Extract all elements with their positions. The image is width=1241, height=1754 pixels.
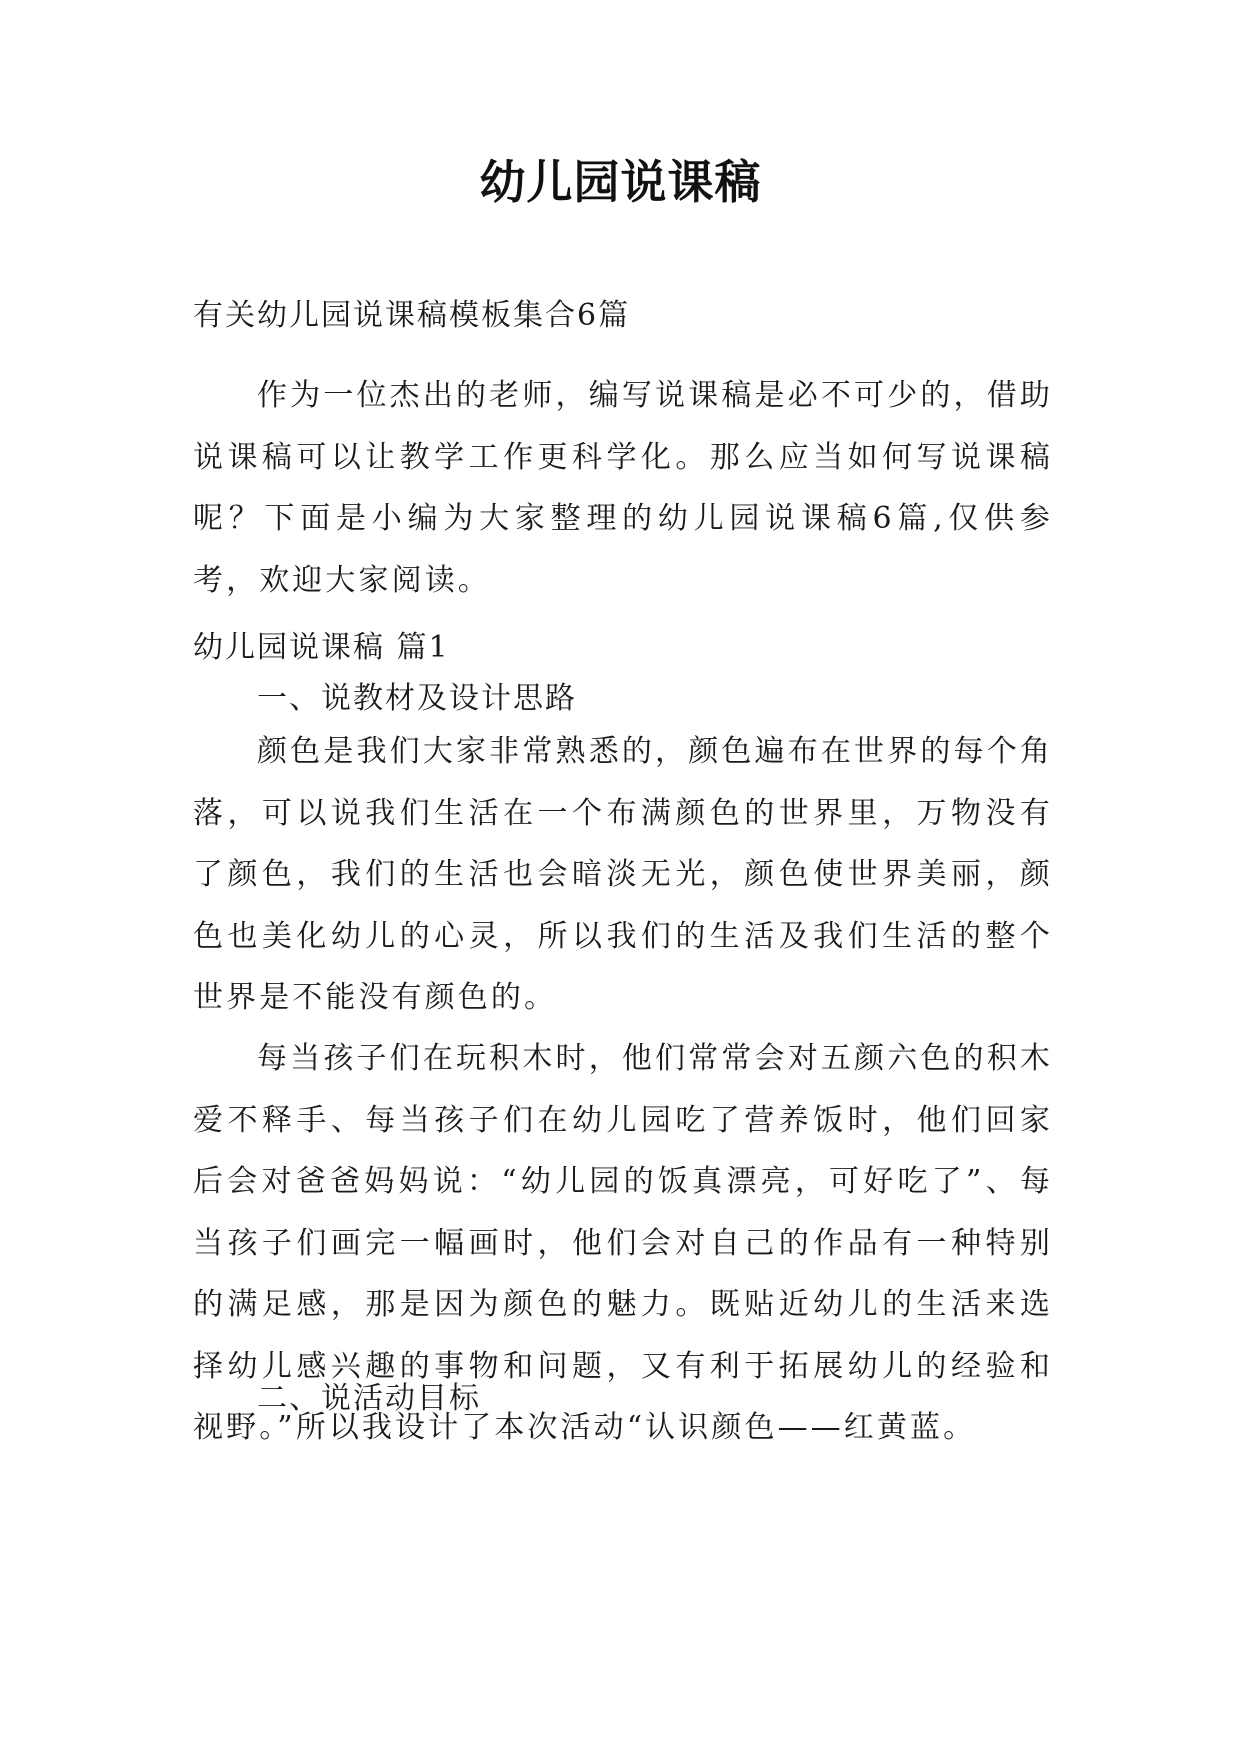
section-title: 幼儿园说课稿 篇1 — [193, 630, 450, 665]
document-subtitle: 有关幼儿园说课稿模板集合6篇 — [193, 298, 631, 333]
heading-teaching-material: 一、说教材及设计思路 — [257, 681, 577, 716]
intro-paragraph: 作为一位杰出的老师，编写说课稿是必不可少的，借助说课稿可以让教学工作更科学化。那么应当如何写说课稿呢？下面是小编为大家整理的幼儿园说课稿6篇,仅供参考，欢迎大家阅读。 — [193, 378, 1053, 598]
body-paragraph-1: 颜色是我们大家非常熟悉的，颜色遍布在世界的每个角落，可以说我们生活在一个布满颜色的世界里，万物没有了颜色，我们的生活也会暗淡无光，颜色使世界美丽，颜色也美化幼儿的心灵，所以我们的生活及我们生活的整个世界是不能没有颜色的。 — [193, 734, 1053, 1015]
document-title: 幼儿园说课稿 — [479, 155, 762, 209]
heading-activity-goals: 二、说活动目标 — [257, 1381, 481, 1416]
body-paragraph-2: 每当孩子们在玩积木时，他们常常会对五颜六色的积木爱不释手、每当孩子们在幼儿园吃了营养饭时，他们回家后会对爸爸妈妈说：“幼儿园的饭真漂亮，可好吃了”、每当孩子们画完一幅画时，他们会对自己的作品有一种特别的满足感，那是因为颜色的魅力。既贴近幼儿的生活来选择幼儿感兴趣的事物和问题，又有利于拓展幼儿的经验和视野。”所以我设计了本次活动“认识颜色——红黄蓝。 — [193, 1041, 1053, 1445]
